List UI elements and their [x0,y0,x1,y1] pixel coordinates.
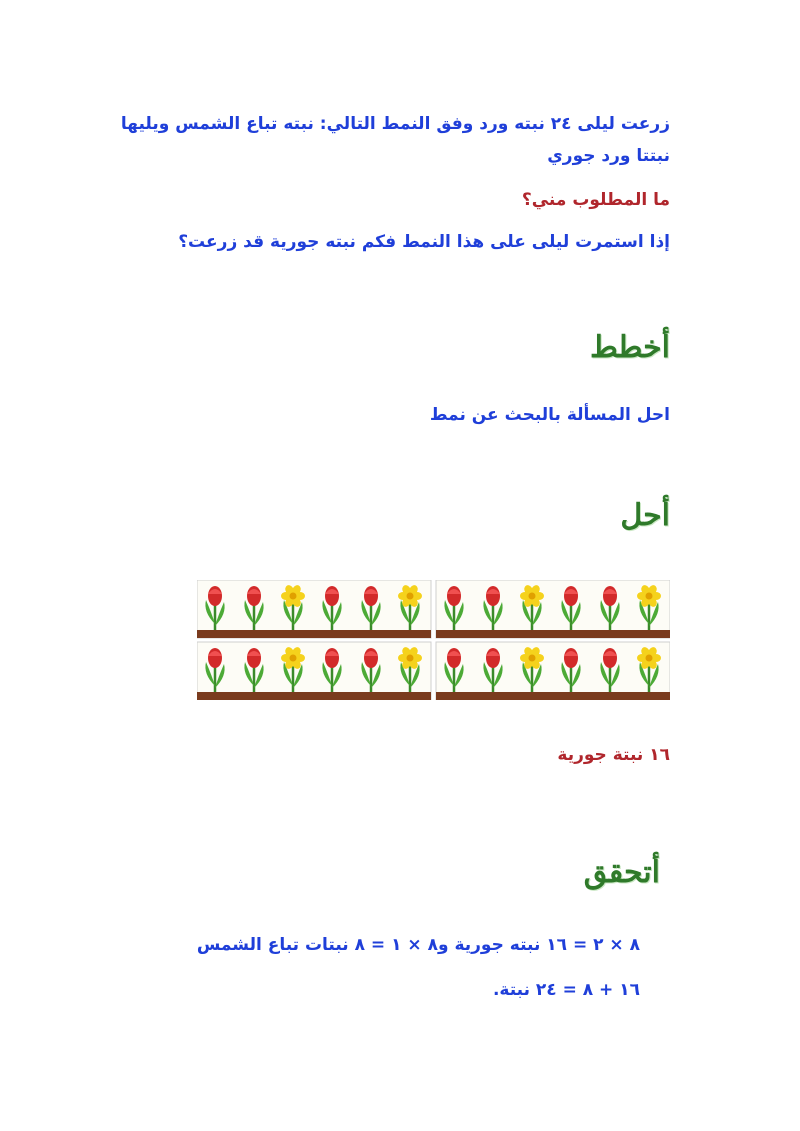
verify-line-1: ٨ × ٢ = ١٦ نبته جورية و٨ × ١ = ٨ نبتات تباع الشمس [196,935,640,955]
solve-heading: أحل [620,498,670,533]
flower-panel [197,642,431,700]
flower-panel [436,580,670,638]
verify-line-2: ١٦ + ٨ = ٢٤ نبتة. [492,980,640,1000]
solution-answer: ١٦ نبتة جورية [557,745,670,765]
flower-panel [197,580,431,638]
verify-heading: أتحقق [583,855,660,890]
flower-panel [436,642,670,700]
plan-heading: أخطط [590,330,670,365]
problem-question: إذا استمرت ليلى على هذا النمط فكم نبته جورية قد زرعت؟ [178,232,670,252]
problem-statement: زرعت ليلى ٢٤ نبته ورد وفق النمط التالي: نبته تباع الشمس ويليها نبتتا ورد جوري [120,114,670,166]
question-prompt: ما المطلوب مني؟ [521,190,670,210]
plan-text: احل المسألة بالبحث عن نمط [429,405,670,425]
flower-pattern-image [197,580,670,700]
